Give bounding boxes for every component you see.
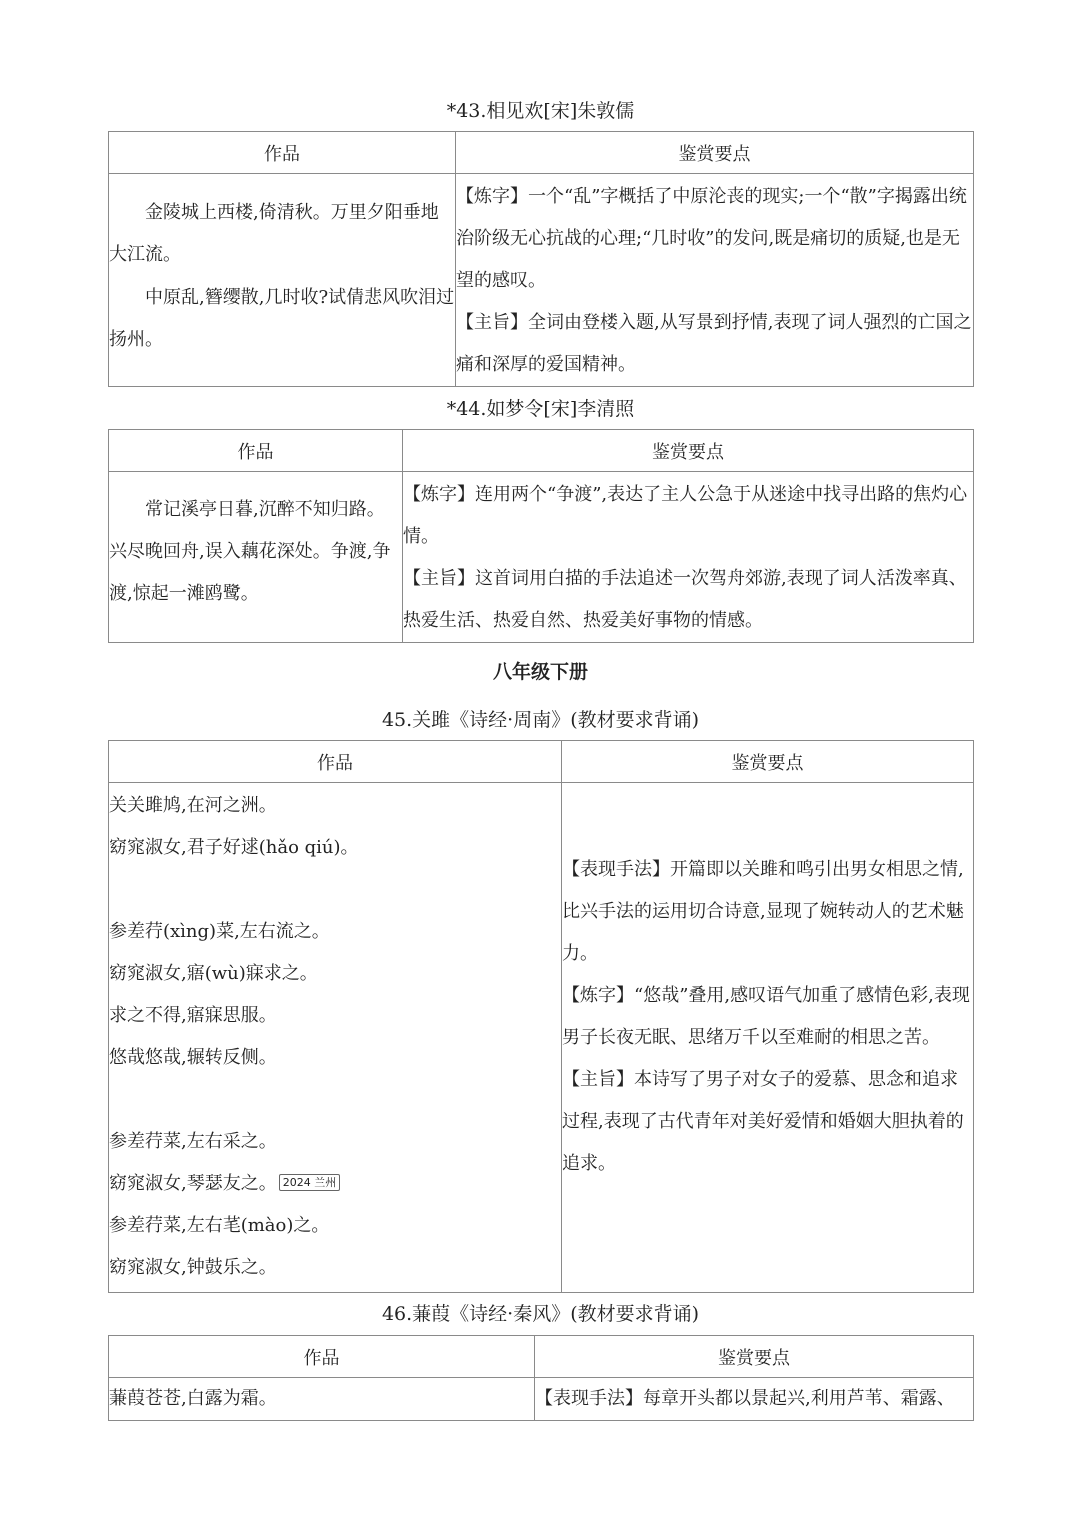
grade-heading: 八年级下册	[492, 661, 588, 683]
poem-line: 参差荇(xìng)菜,左右流之。	[109, 921, 330, 942]
appreciation-paragraph: 【炼字】连用两个“争渡”,表达了主人公急于从迷途中找寻出路的焦灼心情。	[403, 484, 968, 547]
column-header-appreciation: 鉴赏要点	[562, 741, 974, 783]
poem-line: 参差荇菜,左右芼(mào)之。	[109, 1215, 330, 1236]
work-cell	[109, 472, 403, 643]
poem-line: 窈窕淑女,寤(wù)寐求之。	[109, 963, 318, 984]
column-header-appreciation: 鉴赏要点	[403, 430, 974, 472]
poem-table-43	[108, 131, 974, 387]
poem-table-44	[108, 429, 974, 643]
appreciation-cell	[456, 174, 974, 387]
appreciation-paragraph: 【表现手法】每章开头都以景起兴,利用芦苇、霜露、	[535, 1388, 955, 1409]
poem-title-46: 46.蒹葭《诗经·秦风》(教材要求背诵)	[381, 1303, 700, 1325]
appreciation-paragraph: 【炼字】一个“乱”字概括了中原沦丧的现实;一个“散”字揭露出统治阶级无心抗战的心理;“几时收”的发问,既是痛切的质疑,也是无望的感叹。	[456, 186, 967, 291]
poem-table-45	[108, 740, 974, 1293]
appreciation-cell	[535, 1378, 974, 1421]
appreciation-cell	[562, 783, 974, 1293]
appreciation-paragraph: 【炼字】“悠哉”叠用,感叹语气加重了感情色彩,表现男子长夜无眠、思绪万千以至难耐的相思之苦。	[562, 985, 970, 1048]
work-paragraph: 金陵城上西楼,倚清秋。万里夕阳垂地大江流。	[109, 202, 439, 265]
poem-line: 参差荇菜,左右采之。	[109, 1131, 277, 1152]
column-header-work: 作品	[109, 430, 403, 472]
column-header-work: 作品	[109, 1336, 535, 1378]
poem-title-43: *43.相见欢[宋]朱敦儒	[446, 100, 635, 122]
poem-line: 悠哉悠哉,辗转反侧。	[109, 1047, 277, 1068]
column-header-work: 作品	[109, 741, 562, 783]
poem-title-44: *44.如梦令[宋]李清照	[446, 398, 635, 420]
poem-line: 窈窕淑女,钟鼓乐之。	[109, 1257, 277, 1278]
poem-line: 窈窕淑女,琴瑟友之。	[109, 1173, 277, 1194]
appreciation-paragraph: 【主旨】本诗写了男子对女子的爱慕、思念和追求过程,表现了古代青年对美好爱情和婚姻大胆执着的追求。	[562, 1069, 964, 1174]
work-cell	[109, 783, 562, 1293]
poem-line: 蒹葭苍苍,白露为霜。	[109, 1388, 277, 1409]
appreciation-cell	[403, 472, 974, 643]
column-header-appreciation: 鉴赏要点	[456, 132, 974, 174]
column-header-work: 作品	[109, 132, 456, 174]
poem-line: 求之不得,寤寐思服。	[109, 1005, 277, 1026]
stanza-break	[109, 1079, 561, 1121]
stanza-break	[109, 869, 561, 911]
poem-table-46	[108, 1335, 974, 1421]
appreciation-paragraph: 【主旨】这首词用白描的手法追述一次驾舟郊游,表现了词人活泼率真、热爱生活、热爱自然、热爱美好事物的情感。	[403, 568, 967, 631]
poem-title-45: 45.关雎《诗经·周南》(教材要求背诵)	[381, 709, 700, 731]
work-paragraph: 中原乱,簪缨散,几时收?试倩悲风吹泪过扬州。	[109, 287, 455, 350]
column-header-appreciation: 鉴赏要点	[535, 1336, 974, 1378]
work-cell	[109, 1378, 535, 1421]
appreciation-paragraph: 【主旨】全词由登楼入题,从写景到抒情,表现了词人强烈的亡国之痛和深厚的爱国精神。	[456, 312, 972, 375]
poem-line: 关关雎鸠,在河之洲。	[109, 795, 277, 816]
poem-line-with-badge	[109, 1163, 561, 1205]
work-cell	[109, 174, 456, 387]
exam-badge: 2024 兰州	[279, 1174, 341, 1191]
work-paragraph: 常记溪亭日暮,沉醉不知归路。兴尽晚回舟,误入藕花深处。争渡,争渡,惊起一滩鸥鹭。	[109, 499, 391, 604]
poem-line: 窈窕淑女,君子好逑(hǎo qiú)。	[109, 837, 359, 858]
appreciation-paragraph: 【表现手法】开篇即以关雎和鸣引出男女相思之情,比兴手法的运用切合诗意,显现了婉转动人的艺术魅力。	[562, 859, 964, 964]
